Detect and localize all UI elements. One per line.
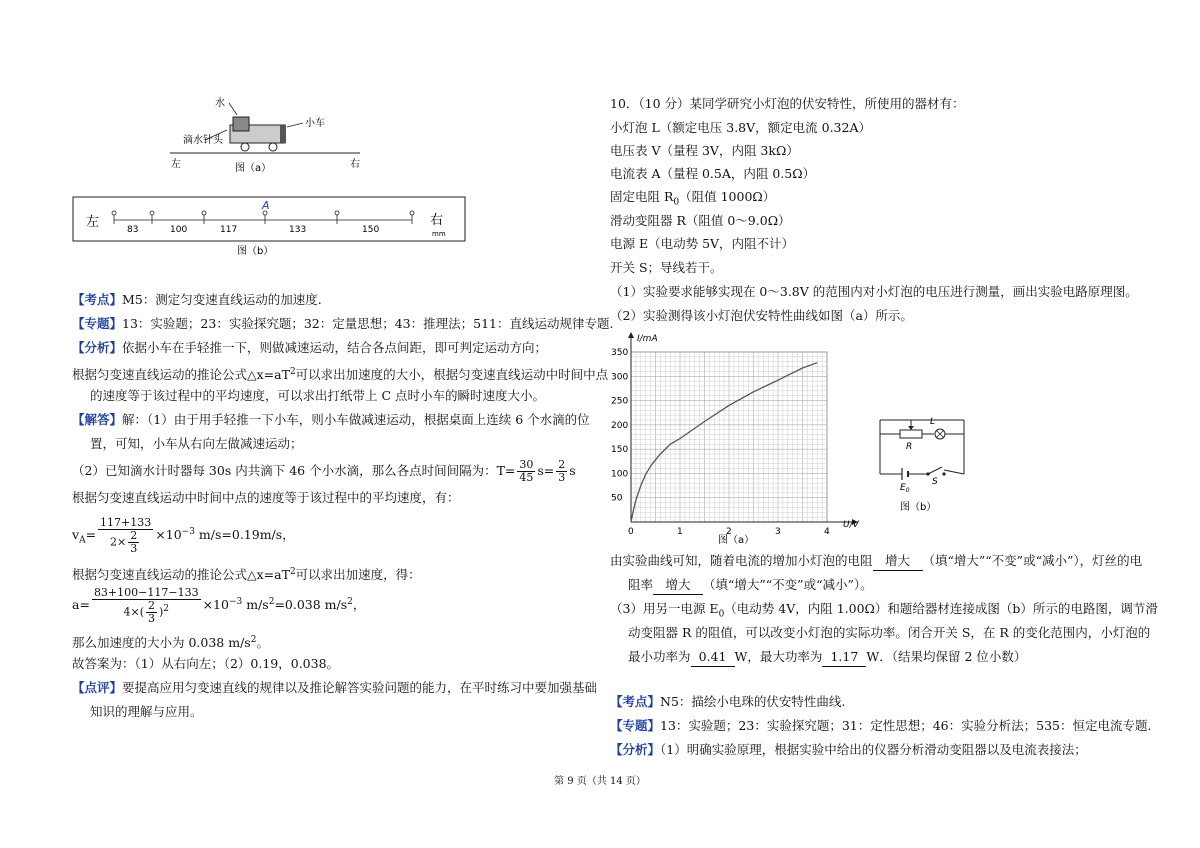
question-3-line3: 最小功率为 0.41 W，最大功率为 1.17 W．（结果均保留 2 位小数） [628,648,1026,667]
circuit-label-r: R [906,442,913,452]
right-kaodian: 【考点】N5：描绘小电珠的伏安特性曲线. [610,694,846,709]
tape-left: 左 [86,215,100,230]
right-zhuanti: 【专题】13：实验题；23：实验探究题；31：定性思想；46：实验分析法；535：恒定电流专题. [610,718,1152,733]
question-2: （2）实验测得该小灯泡伏安特性曲线如图（a）所示。 [610,308,913,323]
left-answer: 故答案为：（1）从右向左；（2）0.19，0.038。 [72,656,340,671]
item-7: 开关 S；导线若干。 [610,260,723,275]
r-zhuanti-tag: 【专题】 [610,718,661,733]
question-3: （3）用另一电源 $E_0$（电动势 4V，内阻 1.00Ω）和题给器材连接成图（b）所示的电路图，调节滑 [610,601,1158,620]
q10-title: 10．（10 分）某同学研究小灯泡的伏安特性，所使用的器材有： [610,96,965,111]
tape-seg-4: 133 [289,225,307,235]
left-jieda2: 置，可知，小车从右向左做减速运动； [90,436,303,451]
chart-x-tick-label: 1 [677,527,683,537]
r-kaodian-tag: 【考点】 [610,694,661,709]
tape-point [202,211,206,215]
item-3: 电流表 A（量程 0.5A，内阻 0.5Ω） [610,166,816,181]
formula-a: a= 83+100−117−133 4×( $\frac{2}{3}$ )$^2$ $\times 10^{-3}$ $m/s^2=0.038$ $m/s^2$， [72,585,366,625]
tape-seg-2: 100 [170,225,188,235]
answer-resistivity: 增大 [653,576,703,595]
tape-point [112,211,116,215]
chart-y-tick-label: 200 [611,420,629,431]
chart-x-tick-label: 0 [628,527,634,537]
chart-x-tick-label: 2 [726,527,732,537]
item-5: 滑动变阻器 R（阻值 0～9.0Ω） [610,213,791,228]
circuit-label-l: L [930,417,936,427]
circuit-label-s: S [932,477,938,487]
chart-y-tick-label: 50 [611,493,623,504]
tape-seg-3: 117 [220,225,238,235]
formula-va: $v_A=$ 117+133 2× $\frac{2}{3}$ $\times 10^{-3}$ m/s=0.19m/s， [72,515,295,555]
kaodian-tag: 【考点】 [72,292,123,307]
question-1: （1）实验要求能够实现在 0～3.8V 的范围内对小灯泡的电压进行测量，画出实验电路原理图。 [610,284,1138,299]
chart-y-tick-label: 350 [611,348,629,358]
chart-xlabel: U/V [843,520,859,530]
left-s4: 根据匀变速直线运动的推论公式$\triangle x=aT^2$可以求出加速度，得： [72,567,421,583]
chart-y-tick-label: 100 [611,469,629,480]
left-p1: 根据匀变速直线运动的推论公式$\triangle x=aT^2$可以求出加速度的大小，根据匀变速直线运动中时间中点 [72,367,609,383]
item-6: 电源 E（电动势 5V，内阻不计） [610,236,795,251]
iu-curve-chart [600,330,870,548]
fenxi-tag: 【分析】 [72,340,123,355]
tape-point-a: A [262,199,270,212]
dianping-tag: 【点评】 [72,680,123,695]
page-footer: 第 9 页（共 14 页） [554,776,646,787]
chart-x-tick-label: 4 [824,527,830,537]
left-p2: 的速度等于该过程中的平均速度，可以求出打纸带上 C 点时小车的瞬时速度大小。 [90,388,546,403]
chart-y-tick-label: 150 [611,445,629,456]
fig-a-caption: 图（a） [235,163,272,174]
answer-resistance: 增大 [873,552,923,571]
left-kaodian: 【考点】M5：测定匀变速直线运动的加速度. [72,292,322,307]
tape-seg-1: 83 [127,225,139,235]
chart-x-tick-label: 3 [775,527,781,537]
tape-point [150,211,154,215]
zhuanti-tag: 【专题】 [72,316,123,331]
left-zhuanti: 【专题】13：实验题；23：实验探究题；32：定量思想；43：推理法；511：直线运动规律专题. [72,316,614,331]
jieda-tag: 【解答】 [72,412,123,427]
figure-b-tape [72,196,467,260]
chart-y-tick-label: 250 [611,396,629,407]
fig-a-label-left: 左 [171,159,181,170]
fig-a-label-car: 小车 [305,118,325,129]
left-fenxi: 【分析】依据小车在手轻推一下，则做减速运动，结合各点间距，即可判定运动方向； [72,340,548,355]
left-dianping: 【点评】要提高应用匀变速直线的规律以及推论解答实验问题的能力，在平时练习中要加强基础 [72,680,598,695]
chart-ylabel: I/mA [637,334,658,344]
r-fenxi-tag: 【分析】 [610,742,661,757]
left-dianping2: 知识的理解与应用。 [90,704,203,719]
circuit-caption: 图（b） [900,502,937,513]
tape-caption: 图（b） [237,246,274,257]
item-4: 固定电阻 $R_0$（阻值 1000Ω） [610,189,776,208]
answer-min-power: 0.41 [691,648,735,667]
left-s2: （2）已知滴水计时器每 30s 内共滴下 46 个小水滴，那么各点时间间隔为：T= $\frac{30}{45}$ s= $\frac{2}{3}$ s [72,458,576,484]
tape-point [410,211,414,215]
item-1: 小灯泡 L（额定电压 3.8V，额定电流 0.32A） [610,120,871,135]
figure-a-car [165,95,370,177]
chart-caption: 图（a） [718,535,755,546]
fig-a-label-right: 右 [350,159,360,170]
tape-right: 右 [430,213,444,228]
left-s5: 那么加速度的大小为 0.038 $m/s^2$。 [72,635,269,651]
left-jieda: 【解答】解：（1）由于用手轻推一下小车，则小车做减速运动，根据桌面上连续 6 个水滴的位 [72,412,590,427]
tape-seg-5: 150 [362,225,380,235]
right-fenxi: 【分析】（1）明确实验原理，根据实验中给出的仪器分析滑动变阻器以及电流表接法； [610,742,1087,757]
chart-y-tick-label: 300 [611,372,629,383]
left-s3: 根据匀变速直线运动中时间中点的速度等于该过程中的平均速度，有： [72,490,460,505]
circuit-label-e0: $E_0$ [900,483,910,494]
fig-a-label-nozzle: 滴水针头 [183,135,223,146]
conclusion-2: 阻率 增大 （填“增大”“不变”或“减小”）。 [628,576,873,595]
conclusion-1: 由实验曲线可知，随着电流的增加小灯泡的电阻 增大 （填“增大”“不变”或“减小”），灯丝的电 [610,552,1142,571]
question-3-line2: 动变阻器 R 的阻值，可以改变小灯泡的实际功率。闭合开关 S，在 R 的变化范围内，小灯泡的 [628,625,1151,640]
circuit-diagram [872,410,972,515]
fig-a-label-water: 水 [215,98,225,109]
item-2: 电压表 V（量程 3V，内阻 3kΩ） [610,143,799,158]
tape-unit: mm [432,230,446,238]
answer-max-power: 1.17 [822,648,866,667]
tape-point [335,211,339,215]
